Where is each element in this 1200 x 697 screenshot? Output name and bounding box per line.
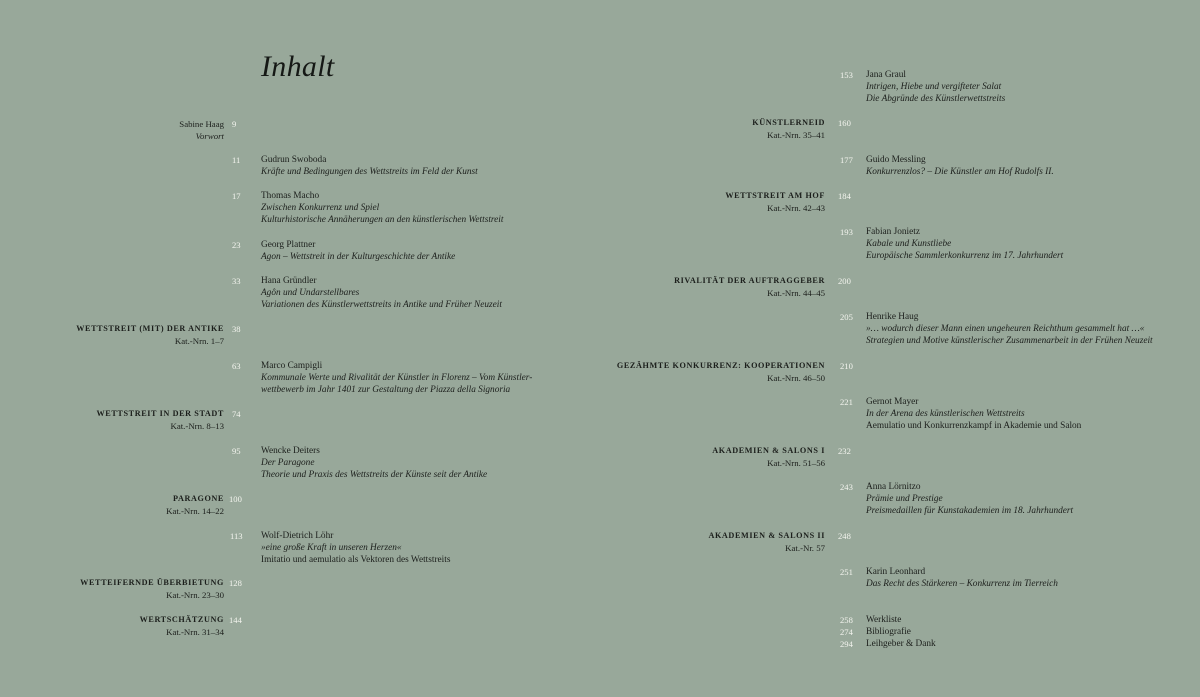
essay-author: Marco Campigli — [261, 361, 323, 371]
page-number: 184 — [838, 191, 851, 201]
section-heading[interactable]: WETTSTREIT AM HOF Kat.-Nrn. 42–43 — [725, 191, 825, 213]
essay-title: Kräfte und Bedingungen des Wettstreits im Feld der Kunst — [261, 167, 478, 177]
essay-author: Thomas Macho — [261, 191, 320, 201]
essay-author: Anna Lörnitzo — [866, 482, 921, 492]
essay-title: Der Paragone — [261, 458, 315, 468]
toc-essay-entry[interactable] — [261, 239, 455, 263]
essay-title: Kommunale Werte und Rivalität der Künstler in Florenz – Vom Künstler- — [261, 373, 533, 383]
essay-author: Gudrun Swoboda — [261, 155, 327, 165]
page-number: 160 — [838, 118, 851, 128]
essay-subtitle: Die Abgründe des Künstlerwettstreits — [866, 94, 1006, 104]
preface-title: Vorwort — [195, 131, 224, 141]
essay-title: Konkurrenzlos? – Die Künstler am Hof Rudolfs II. — [866, 167, 1054, 177]
essay-author: Henrike Haug — [866, 312, 919, 322]
essay-title: Das Recht des Stärkeren – Konkurrenz im Tierreich — [866, 579, 1058, 589]
preface-entry[interactable] — [179, 118, 224, 142]
section-heading[interactable]: PARAGONE Kat.-Nrn. 14–22 — [166, 494, 224, 516]
page-number: 95 — [232, 446, 241, 456]
section-heading[interactable]: GEZÄHMTE KONKURRENZ: KOOPERATIONEN Kat.-Nrn. 46–50 — [616, 361, 825, 383]
section-heading[interactable]: RIVALITÄT DER AUFTRAGGEBER Kat.-Nrn. 44–45 — [674, 276, 825, 298]
appendix-item-leihgeber[interactable]: Leihgeber & Dank — [866, 639, 936, 649]
essay-title: Kabale und Kunstliebe — [866, 239, 952, 249]
page-number: 274 — [840, 627, 853, 637]
page-number: 100 — [229, 494, 242, 504]
page-number: 210 — [840, 361, 853, 371]
section-heading[interactable]: WERTSCHÄTZUNG Kat.-Nrn. 31–34 — [139, 615, 224, 637]
essay-author: Gernot Mayer — [866, 397, 919, 407]
page-number: 205 — [840, 312, 853, 322]
page-number: 38 — [232, 324, 241, 334]
essay-author: Karin Leonhard — [866, 567, 926, 577]
section-heading[interactable]: KÜNSTLERNEID Kat.-Nrn. 35–41 — [752, 118, 825, 140]
toc-essay-entry[interactable] — [866, 481, 1073, 517]
toc-essay-entry[interactable] — [866, 69, 1005, 105]
essay-subtitle: Variationen des Künstlerwettstreits in Antike und Früher Neuzeit — [261, 300, 502, 310]
toc-essay-entry[interactable] — [261, 275, 502, 311]
page-number: 144 — [229, 615, 242, 625]
essay-title: In der Arena des künstlerischen Wettstreits — [866, 409, 1025, 419]
essay-author: Wencke Deiters — [261, 446, 320, 456]
essay-subtitle: Strategien und Motive künstlerischer Zusammenarbeit in der Frühen Neuzeit — [866, 336, 1153, 346]
essay-title: Agon – Wettstreit in der Kulturgeschichte der Antike — [261, 252, 456, 262]
page-number: 33 — [232, 276, 241, 286]
essay-author: Wolf-Dietrich Löhr — [261, 531, 334, 541]
page-number: 128 — [229, 578, 242, 588]
essay-subtitle: Imitatio und aemulatio als Vektoren des Wettstreits — [261, 555, 451, 565]
toc-essay-entry[interactable] — [866, 566, 1058, 590]
toc-essay-entry[interactable] — [261, 445, 487, 481]
essay-subtitle: Aemulatio und Konkurrenzkampf in Akademie und Salon — [866, 421, 1082, 431]
page-title: Inhalt — [261, 50, 335, 83]
essay-subtitle: Kulturhistorische Annäherungen an den künstlerischen Wettstreit — [261, 215, 504, 225]
page-number: 11 — [232, 155, 241, 165]
page-number: 248 — [838, 531, 851, 541]
essay-title: Prämie und Prestige — [866, 494, 943, 504]
essay-subtitle: Preismedaillen für Kunstakademien im 18. Jahrhundert — [866, 506, 1074, 516]
page-number: 9 — [232, 119, 237, 129]
section-heading[interactable]: WETTEIFERNDE ÜBERBIETUNG Kat.-Nrn. 23–30 — [80, 578, 224, 600]
page-number: 221 — [840, 397, 853, 407]
essay-author: Fabian Jonietz — [866, 227, 920, 237]
essay-author: Guido Messling — [866, 155, 926, 165]
appendix-item-werkliste[interactable]: Werkliste — [866, 615, 902, 625]
page-number: 23 — [232, 240, 241, 250]
page-number: 63 — [232, 361, 241, 371]
preface-author: Sabine Haag — [179, 119, 224, 129]
page-number: 17 — [232, 191, 241, 201]
essay-title: »… wodurch dieser Mann einen ungeheuren Reichthum gesammelt hat …« — [866, 324, 1145, 334]
essay-subtitle: Theorie und Praxis des Wettstreits der Künste seit der Antike — [261, 470, 488, 480]
toc-essay-entry[interactable] — [866, 226, 1063, 262]
page-number: 200 — [838, 276, 851, 286]
page-number: 258 — [840, 615, 853, 625]
essay-title: Agôn und Undarstellbares — [261, 288, 360, 298]
page-number: 232 — [838, 446, 851, 456]
essay-author: Georg Plattner — [261, 240, 316, 250]
page-number: 243 — [840, 482, 853, 492]
page-number: 294 — [840, 639, 853, 649]
page-number: 251 — [840, 567, 853, 577]
essay-author: Jana Graul — [866, 70, 907, 80]
page-number: 113 — [230, 531, 243, 541]
appendix-item-bibliografie[interactable]: Bibliografie — [866, 627, 911, 637]
page-number: 177 — [840, 155, 853, 165]
essay-author: Hana Gründler — [261, 276, 317, 286]
toc-essay-entry[interactable] — [866, 396, 1081, 432]
toc-essay-entry[interactable] — [261, 154, 478, 178]
page-number: 153 — [840, 70, 853, 80]
essay-title: Zwischen Konkurrenz und Spiel — [261, 203, 380, 213]
essay-subtitle: Europäische Sammlerkonkurrenz im 17. Jahrhundert — [866, 251, 1064, 261]
toc-essay-entry[interactable] — [261, 530, 450, 566]
section-heading[interactable]: AKADEMIEN & SALONS II Kat.-Nr. 57 — [708, 531, 825, 553]
section-heading[interactable]: WETTSTREIT IN DER STADT Kat.-Nrn. 8–13 — [96, 409, 224, 431]
toc-essay-entry[interactable] — [866, 311, 1153, 347]
toc-essay-entry[interactable] — [261, 190, 503, 226]
essay-title: »eine große Kraft in unseren Herzen« — [261, 543, 402, 553]
section-heading[interactable]: WETTSTREIT (MIT) DER ANTIKE Kat.-Nrn. 1–7 — [76, 324, 224, 346]
toc-essay-entry[interactable] — [261, 360, 532, 396]
page-number: 193 — [840, 227, 853, 237]
page-number: 74 — [232, 409, 241, 419]
section-heading[interactable]: AKADEMIEN & SALONS I Kat.-Nrn. 51–56 — [712, 446, 825, 468]
toc-essay-entry[interactable] — [866, 154, 1054, 178]
essay-subtitle: wettbewerb im Jahr 1401 zur Gestaltung der Piazza della Signoria — [261, 385, 511, 395]
essay-title: Intrigen, Hiebe und vergifteter Salat — [866, 82, 1002, 92]
